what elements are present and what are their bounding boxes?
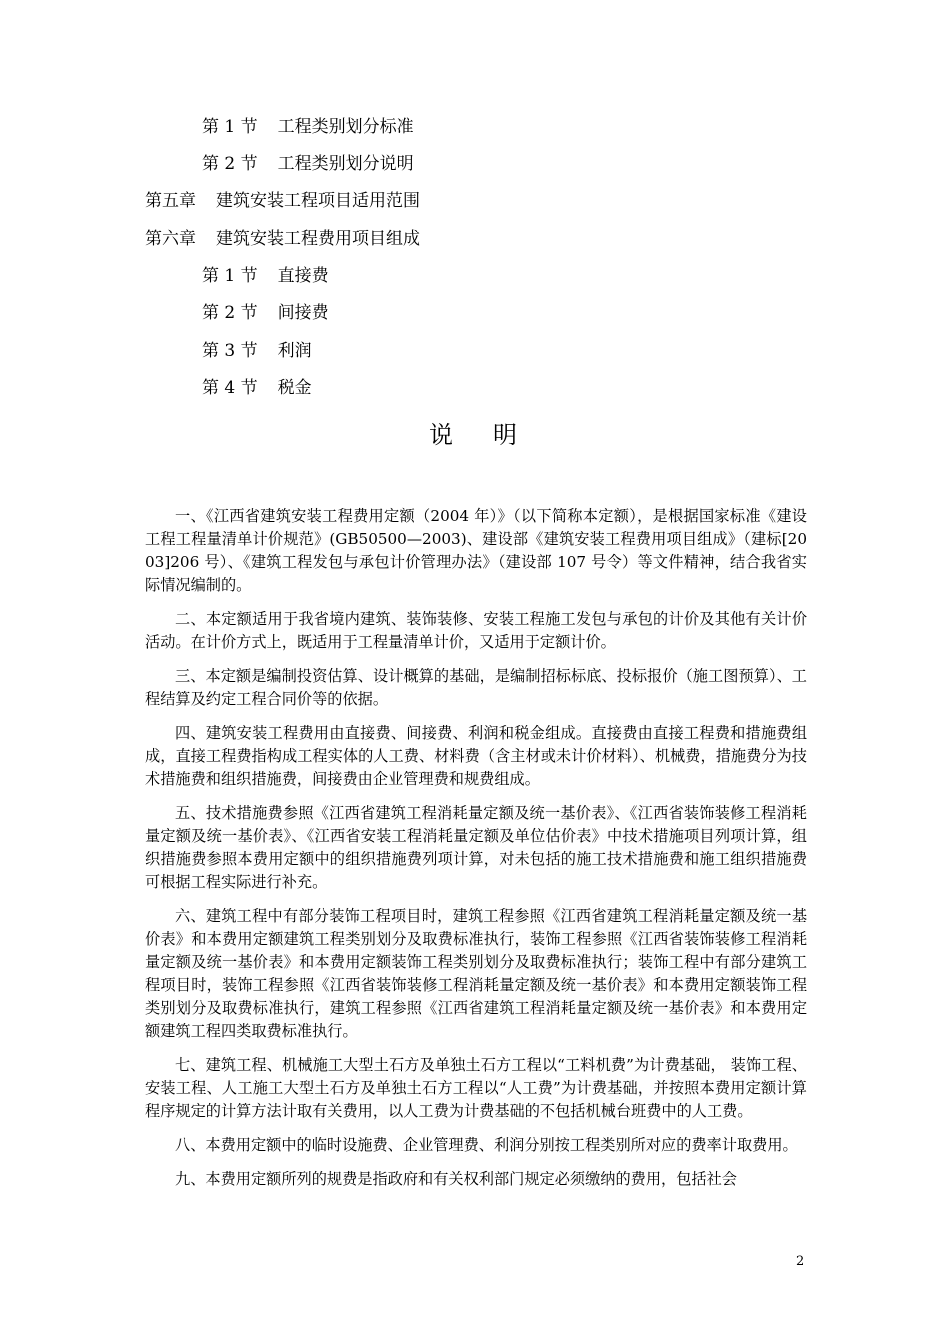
toc-title: 间接费 — [277, 303, 329, 323]
paragraph: 七、建筑工程、机械施工大型土石方及单独土石方工程以“工料机费”为计费基础， 装饰工程、安装工程、人工施工大型土石方及单独土石方工程以“人工费”为计费基础，并按照本费用定额计算程序规定的计算方法计取有关费用，以人工费为计费基础的不包括机械台班费中的人工费。 — [145, 1056, 807, 1120]
page-number: 2 — [796, 1254, 805, 1269]
section-heading — [0, 420, 950, 450]
heading-char: 说 — [429, 421, 457, 449]
toc-title: 利润 — [277, 341, 312, 361]
toc-title: 工程类别划分标准 — [277, 117, 414, 137]
paragraph: 五、技术措施费参照《江西省建筑工程消耗量定额及统一基价表》、《江西省装饰装修工程消耗量定额及统一基价表》、《江西省安装工程消耗量定额及单位估价表》中技术措施项目列项计算，组织措施费参照本费用定额中的组织措施费列项计算，对未包括的施工技术措施费和施工组织措施费可根据工程实际进行补充。 — [145, 804, 807, 891]
toc-number: 第 2 节 — [202, 303, 258, 323]
paragraph: 八、本费用定额中的临时设施费、企业管理费、利润分别按工程类别所对应的费率计取费用。 — [175, 1136, 798, 1154]
paragraph: 一、《江西省建筑安装工程费用定额（2004 年）》（以下简称本定额），是根据国家标准《建设工程工程量清单计价规范》(GB50500—2003)、建设部《建筑安装工程费用项目组成》（建标[2003]206 号）、《建筑工程发包与承包计价管理办法》（建设部 107 号令）等文件精神，结合我省实际情况编制的。 — [145, 507, 807, 594]
toc-number: 第 3 节 — [202, 341, 258, 361]
toc-number: 第 4 节 — [202, 378, 258, 398]
toc-entry — [202, 116, 414, 138]
toc-title: 工程类别划分说明 — [277, 154, 414, 174]
toc-entry — [202, 340, 312, 362]
toc-title: 直接费 — [277, 266, 329, 286]
toc-entry — [202, 377, 312, 399]
paragraph: 四、建筑安装工程费用由直接费、间接费、利润和税金组成。直接费由直接工程费和措施费组成，直接工程费指构成工程实体的人工费、材料费（含主材或未计价材料）、机械费，措施费分为技术措施费和组织措施费，间接费由企业管理费和规费组成。 — [145, 724, 807, 788]
toc-title: 税金 — [277, 378, 312, 398]
toc-entry — [202, 153, 414, 175]
toc-entry — [145, 190, 420, 212]
toc-entry — [202, 302, 329, 324]
toc-number: 第 2 节 — [202, 154, 258, 174]
paragraph: 三、本定额是编制投资估算、设计概算的基础，是编制招标标底、投标报价（施工图预算）、工程结算及约定工程合同价等的依据。 — [145, 667, 807, 708]
heading-char: 明 — [493, 421, 521, 449]
paragraph: 九、本费用定额所列的规费是指政府和有关权利部门规定必须缴纳的费用，包括社会 — [175, 1170, 737, 1188]
toc-entry — [145, 228, 420, 250]
toc-title: 建筑安装工程项目适用范围 — [216, 191, 420, 211]
toc-number: 第六章 — [145, 229, 196, 249]
paragraph: 二、本定额适用于我省境内建筑、装饰装修、安装工程施工发包与承包的计价及其他有关计价活动。在计价方式上，既适用于工程量清单计价，又适用于定额计价。 — [145, 610, 807, 651]
toc-number: 第五章 — [145, 191, 196, 211]
toc-number: 第 1 节 — [202, 266, 258, 286]
toc-entry — [202, 265, 329, 287]
paragraph: 六、建筑工程中有部分装饰工程项目时，建筑工程参照《江西省建筑工程消耗量定额及统一基价表》和本费用定额建筑工程类别划分及取费标准执行，装饰工程参照《江西省装饰装修工程消耗量定额及统一基价表》和本费用定额装饰工程类别划分及取费标准执行；装饰工程中有部分建筑工程项目时，装饰工程参照《江西省装饰装修工程消耗量定额及统一基价表》和本费用定额装饰工程类别划分及取费标准执行，建筑工程参照《江西省建筑工程消耗量定额及统一基价表》和本费用定额建筑工程四类取费标准执行。 — [145, 907, 807, 1040]
explanation-body — [145, 505, 807, 1202]
toc-title: 建筑安装工程费用项目组成 — [216, 229, 420, 249]
toc-number: 第 1 节 — [202, 117, 258, 137]
